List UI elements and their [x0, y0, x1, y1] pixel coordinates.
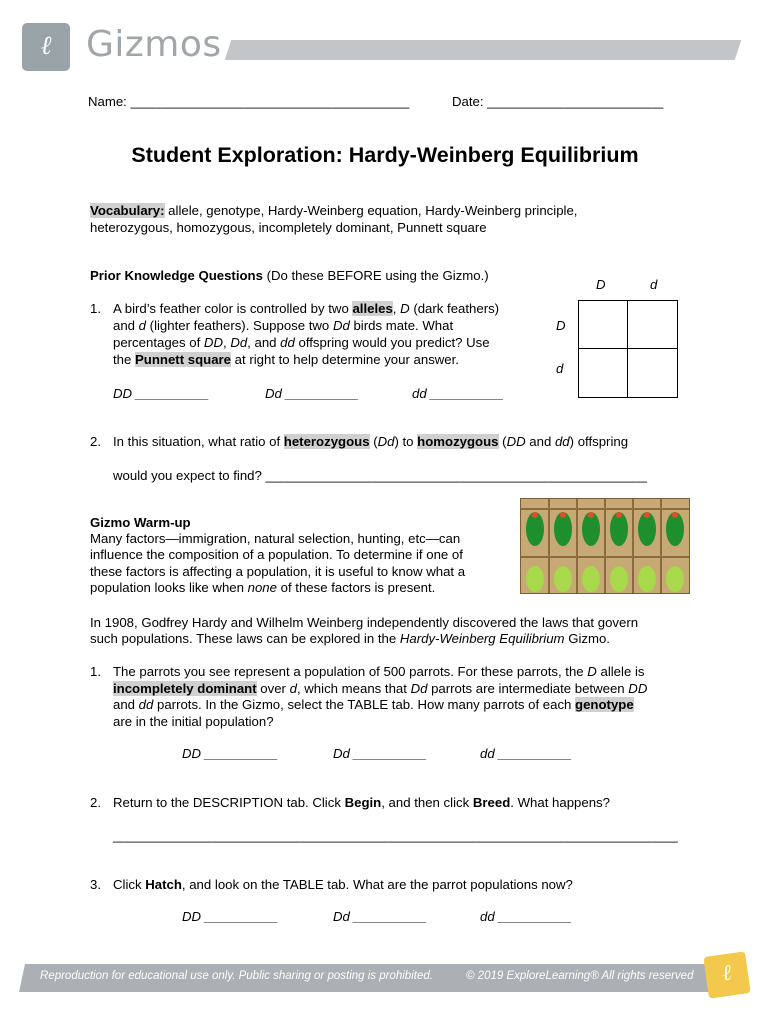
name-field[interactable]: Name: ______________________________________	[88, 94, 410, 109]
text: (lighter feathers). Suppose two	[146, 318, 333, 333]
text: ) offspring	[569, 434, 629, 449]
text: D	[587, 664, 597, 679]
text: ,	[222, 335, 231, 350]
parrots-illustration	[521, 499, 689, 593]
warmup-q1-line-3	[113, 697, 634, 712]
text: A bird’s feather color is controlled by two	[113, 301, 353, 316]
text: birds mate. What	[349, 318, 454, 333]
prior-q1-line-2	[113, 318, 453, 333]
warmup-q3-answer-dd-upper[interactable]: DD __________	[182, 909, 279, 924]
text: allele is	[596, 664, 645, 679]
parrots-image	[520, 498, 690, 594]
warmup-q1-answer-dd-mixed[interactable]: Dd __________	[333, 746, 427, 761]
text: and	[525, 434, 555, 449]
prior-q2-answer-line[interactable]: would you expect to find? ____________________________________________________	[113, 468, 647, 483]
warmup-intro-3: these factors is affecting a population, it is useful to know what a	[90, 564, 466, 579]
vocabulary-line-2: heterozygous, homozygous, incompletely dominant, Punnett square	[90, 220, 487, 235]
prior-heading-label: Prior Knowledge Questions	[90, 268, 263, 283]
text: parrots are intermediate between	[427, 681, 629, 696]
text: of these factors is present.	[276, 580, 436, 595]
text: such populations. These laws can be explored in the	[90, 631, 400, 646]
text: (	[498, 434, 507, 449]
date-field[interactable]: Date: ________________________	[452, 94, 664, 109]
brand-name: Gizmos	[86, 24, 222, 65]
term-alleles: alleles	[352, 301, 393, 316]
term-punnett-square: Punnett square	[135, 352, 231, 367]
prior-knowledge-heading	[90, 268, 489, 283]
vocabulary-line-1	[90, 203, 577, 218]
warmup-q1-number: 1.	[90, 664, 101, 679]
warmup-q2-number: 2.	[90, 795, 101, 810]
gizmos-logo-icon: ℓ	[22, 23, 70, 71]
text: DD	[628, 681, 648, 696]
answer-dd-lower[interactable]: dd __________	[412, 386, 504, 401]
text: over	[256, 681, 290, 696]
text: ,	[392, 301, 401, 316]
text: parrots. In the Gizmo, select the TABLE tab. How many parrots of each	[153, 697, 576, 712]
text: D	[400, 301, 410, 316]
warmup-q1-answer-dd-upper[interactable]: DD __________	[182, 746, 279, 761]
warmup-q2-answer-line[interactable]: _____________________________________________________________________________	[113, 828, 678, 843]
warmup-history-1: In 1908, Godfrey Hardy and Wilhelm Weinberg independently discovered the laws that govern	[90, 615, 639, 630]
header-bar	[225, 40, 741, 60]
answer-dd-mixed[interactable]: Dd __________	[265, 386, 359, 401]
prior-heading-note: (Do these BEFORE using the Gizmo.)	[262, 268, 489, 283]
text: at right to help determine your answer.	[231, 352, 459, 367]
term-breed: Breed	[472, 795, 511, 810]
text: Hardy-Weinberg Equilibrium	[399, 631, 565, 646]
text: Return to the DESCRIPTION tab. Click	[113, 795, 345, 810]
footer-notice: Reproduction for educational use only. Public sharing or posting is prohibited.	[40, 970, 433, 982]
warmup-intro-4	[90, 580, 435, 595]
term-hatch: Hatch	[145, 877, 182, 892]
punnett-square[interactable]	[578, 300, 678, 398]
text: (	[369, 434, 378, 449]
warmup-intro-1: Many factors—immigration, natural selection, hunting, etc—can	[90, 531, 461, 546]
text: The parrots you see represent a population of 500 parrots. For these parrots, the	[113, 664, 588, 679]
text: Dd	[377, 434, 395, 449]
punnett-col-label-2: d	[650, 277, 658, 292]
text: , and look on the TABLE tab. What are the parrot populations now?	[181, 877, 573, 892]
prior-q1-line-3	[113, 335, 490, 350]
punnett-divider-vertical	[627, 301, 628, 397]
text: and	[113, 318, 139, 333]
warmup-history-2	[90, 631, 610, 646]
warmup-q3-answer-dd-mixed[interactable]: Dd __________	[333, 909, 427, 924]
warmup-q3-line-1	[113, 877, 573, 892]
prior-q2-line-1	[113, 434, 628, 449]
punnett-col-label-1: D	[596, 277, 606, 292]
text: dd	[138, 697, 154, 712]
text: Click	[113, 877, 146, 892]
prior-q1-line-4	[113, 352, 459, 367]
text: ) to	[394, 434, 418, 449]
punnett-row-label-2: d	[556, 361, 564, 376]
warmup-q1-answer-dd-lower[interactable]: dd __________	[480, 746, 572, 761]
warmup-intro-2: influence the composition of a population. To determine if one of	[90, 547, 463, 562]
warmup-q1-line-1	[113, 664, 644, 679]
text: , and	[247, 335, 281, 350]
term-homozygous: homozygous	[417, 434, 499, 449]
warmup-q3-answer-dd-lower[interactable]: dd __________	[480, 909, 572, 924]
text: and	[113, 697, 139, 712]
punnett-divider-horizontal	[579, 348, 677, 349]
warmup-q1-line-4: are in the initial population?	[113, 714, 274, 729]
vocabulary-label: Vocabulary:	[90, 203, 165, 218]
text: In this situation, what ratio of	[113, 434, 284, 449]
text: DD	[203, 335, 223, 350]
prior-q2-number: 2.	[90, 434, 101, 449]
prior-q1-line-1	[113, 301, 499, 316]
text: Gizmo.	[564, 631, 610, 646]
text: the	[113, 352, 135, 367]
text: . What happens?	[510, 795, 610, 810]
text: Dd	[332, 318, 350, 333]
text: dd	[554, 434, 570, 449]
text: none	[247, 580, 277, 595]
text: DD	[506, 434, 526, 449]
text: population looks like when	[90, 580, 248, 595]
term-incompletely-dominant: incompletely dominant	[113, 681, 257, 696]
page-title: Student Exploration: Hardy-Weinberg Equilibrium	[131, 143, 639, 167]
text: (dark feathers)	[409, 301, 500, 316]
text: Dd	[410, 681, 428, 696]
text: , and then click	[381, 795, 473, 810]
footer-copyright: © 2019 ExploreLearning® All rights reserved	[466, 970, 694, 982]
term-genotype: genotype	[575, 697, 634, 712]
explorelearning-logo-icon: ℓ	[703, 951, 750, 998]
text: offspring would you predict? Use	[294, 335, 490, 350]
text: dd	[280, 335, 295, 350]
answer-dd-upper[interactable]: DD __________	[113, 386, 210, 401]
text: percentages of	[113, 335, 204, 350]
prior-q1-number: 1.	[90, 301, 101, 316]
text: , which means that	[296, 681, 411, 696]
text: d	[289, 681, 297, 696]
warmup-heading: Gizmo Warm-up	[90, 515, 191, 530]
text: d	[138, 318, 147, 333]
warmup-q3-number: 3.	[90, 877, 101, 892]
punnett-row-label-1: D	[556, 318, 566, 333]
term-heterozygous: heterozygous	[283, 434, 370, 449]
text: Dd	[230, 335, 248, 350]
warmup-q2-line-1	[113, 795, 610, 810]
warmup-q1-line-2	[113, 681, 647, 696]
vocabulary-terms-1: allele, genotype, Hardy-Weinberg equation, Hardy-Weinberg principle,	[164, 203, 578, 218]
term-begin: Begin	[344, 795, 382, 810]
